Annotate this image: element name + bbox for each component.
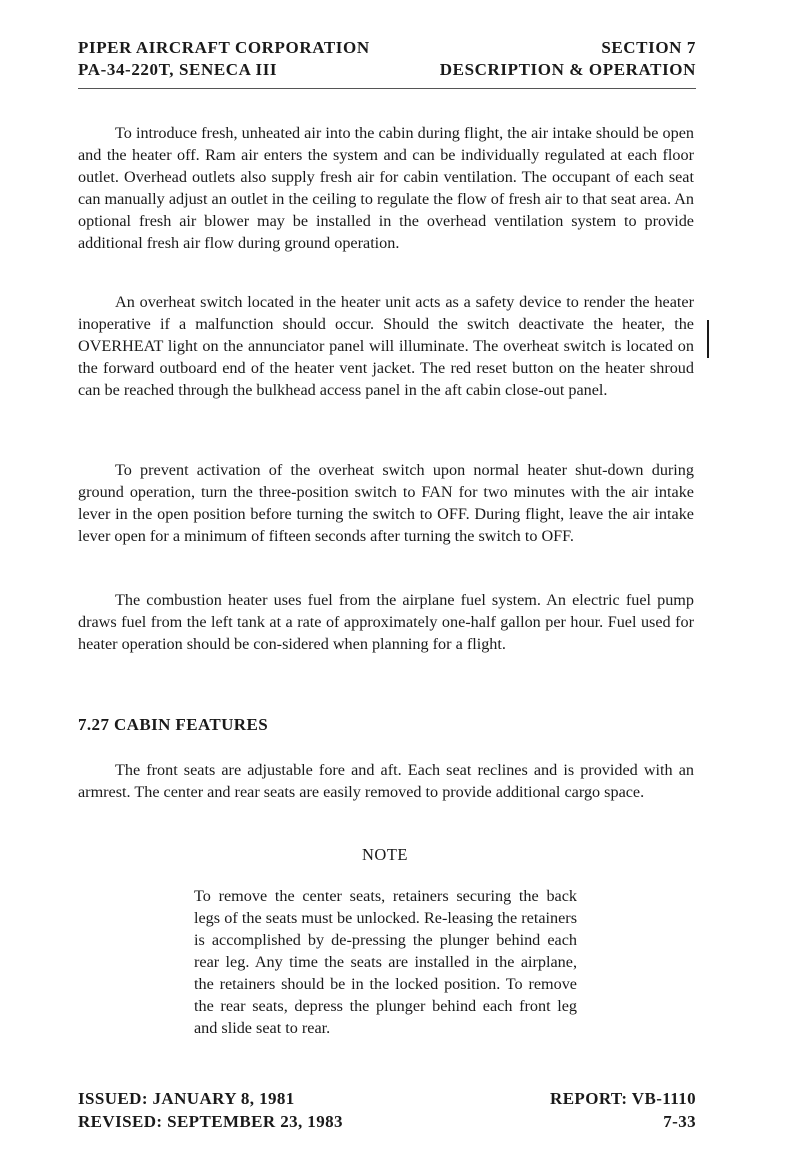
page-header: [78, 37, 696, 81]
section-title: DESCRIPTION & OPERATION: [439, 60, 696, 79]
section-number: SECTION 7: [601, 38, 696, 57]
company-name: PIPER AIRCRAFT CORPORATION: [78, 38, 370, 57]
page-number: 7-33: [663, 1112, 696, 1131]
paragraph-shutdown: To prevent activation of the overheat switch upon normal heater shut-down during ground operation, turn the three-position switch to FAN for two minutes with the air intake lever in the open position before turning the switch to OFF. During flight, leave the air intake lever open for a minimum of fifteen seconds after turning the switch to OFF.: [78, 461, 694, 545]
section-heading: 7.27 CABIN FEATURES: [78, 715, 269, 734]
revision-change-bar: [707, 320, 709, 358]
issued-date: ISSUED: JANUARY 8, 1981: [78, 1089, 295, 1108]
paragraph-overheat-switch: An overheat switch located in the heater unit acts as a safety device to render the heater inoperative if a malfunction should occur. Should the switch deactivate the heater, the OVERHEAT light on the annunciator panel will illuminate. The overheat switch is located on the forward outboard end of the heater vent jacket. The red reset button on the heater shroud can be reached through the bulkhead access panel in the aft cabin close-out panel.: [78, 293, 694, 399]
report-number: REPORT: VB-1110: [550, 1089, 696, 1108]
header-divider: [78, 88, 696, 89]
note-title: NOTE: [362, 845, 408, 864]
paragraph-cabin-features: The front seats are adjustable fore and aft. Each seat reclines and is provided with an armrest. The center and rear seats are easily removed to provide additional cargo space.: [78, 761, 694, 801]
revised-date: REVISED: SEPTEMBER 23, 1983: [78, 1112, 343, 1131]
paragraph-fresh-air: To introduce fresh, unheated air into the cabin during flight, the air intake should be open and the heater off. Ram air enters the system and can be individually regulated at each floor outlet. Overhead outlets also supply fresh air for cabin ventilation. The occupant of each seat can manually adjust an outlet in the ceiling to regulate the flow of fresh air to that seat area. An optional fresh air blower may be installed in the overhead ventilation system to provide additional fresh air flow during ground operation.: [78, 124, 694, 252]
aircraft-model: PA-34-220T, SENECA III: [78, 60, 278, 79]
paragraph-fuel: The combustion heater uses fuel from the airplane fuel system. An electric fuel pump draws fuel from the left tank at a rate of approximately one-half gallon per hour. Fuel used for heater operation should be con-sidered when planning for a flight.: [78, 591, 694, 653]
note-body: To remove the center seats, retainers securing the back legs of the seats must be unlocked. Re-leasing the retainers is accomplished by de-pressing the plunger behind each rear leg. Any time the seats are installed in the airplane, the retainers should be in the locked position. To remove the rear seats, depress the plunger behind each front leg and slide seat to rear.: [194, 887, 577, 1037]
page-footer: [78, 1087, 696, 1133]
